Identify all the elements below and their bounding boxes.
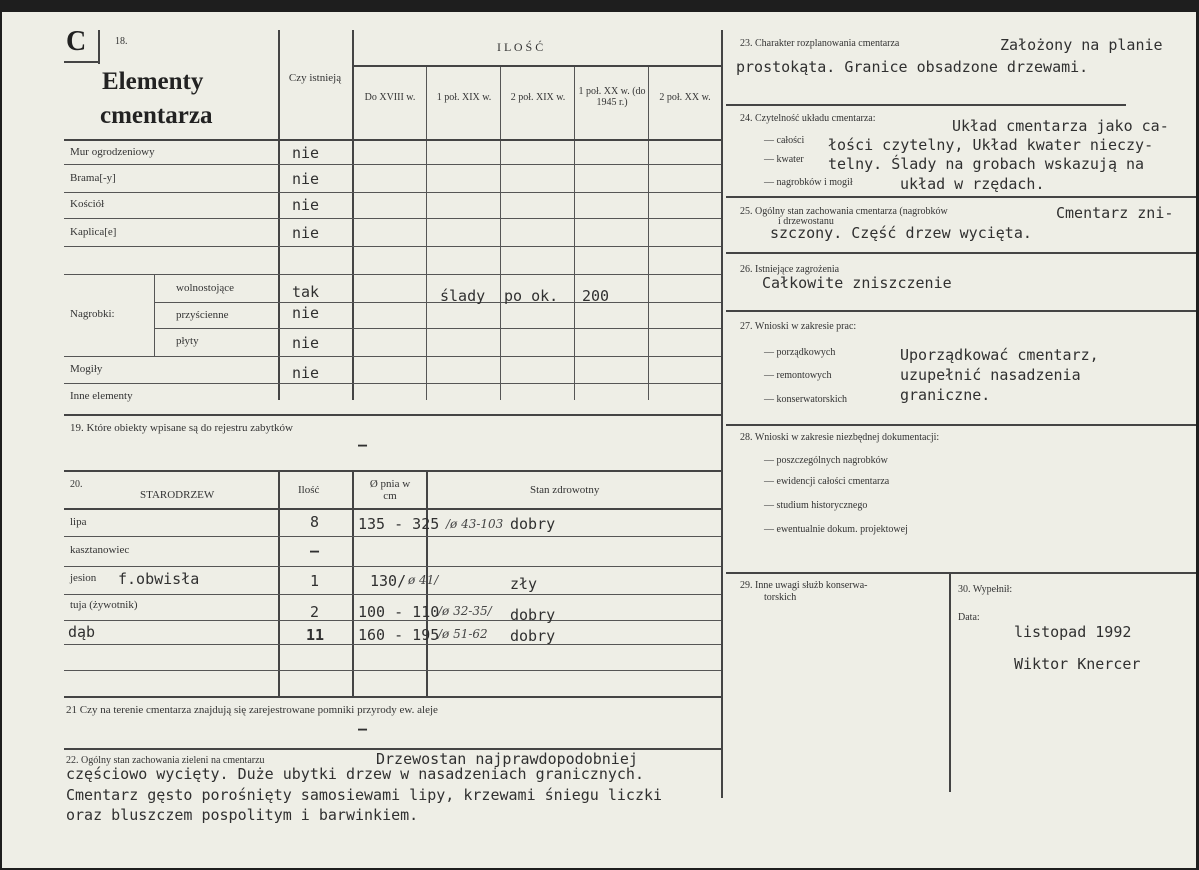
nagrobki-wolnostojace-1pol-xx: 200 xyxy=(582,287,610,305)
q22-line1: Drzewostan najprawdopodobniej xyxy=(376,750,638,768)
q24-line3: telny. Ślady na grobach wskazują na xyxy=(828,155,1145,173)
row-line xyxy=(64,164,721,165)
nagrobki-plyty-value: nie xyxy=(292,334,320,352)
row-line xyxy=(64,192,721,193)
tree-qty-dab: 11 xyxy=(306,626,325,644)
row-line xyxy=(64,218,721,219)
q21-label: 21 Czy na terenie cmentarza znajdują się zarejestrowane pomniki przyrody ew. aleje xyxy=(66,704,438,716)
header-col-1pol-xx: 1 poł. XX w. (do 1945 r.) xyxy=(578,86,646,108)
section-divider xyxy=(726,196,1196,198)
section-divider xyxy=(726,424,1196,426)
ilosc-underline xyxy=(352,65,722,67)
row-line xyxy=(64,246,721,247)
q27-line3: graniczne. xyxy=(900,386,991,404)
q30-label: 30. Wypełnił: xyxy=(958,584,1013,595)
grid-line xyxy=(426,67,427,400)
tree-state-dab: dobry xyxy=(510,627,556,645)
tree-name-dab: dąb xyxy=(68,623,96,641)
q28-label: 28. Wnioski w zakresie niezbędnej dokumentacji: xyxy=(740,432,940,443)
q19-label: 19. Które obiekty wpisane są do rejestru zabytków xyxy=(70,422,293,434)
q24-sub-nagrobkow: — nagrobków i mogił xyxy=(764,177,853,188)
grid-line xyxy=(278,30,280,400)
q26-value: Całkowite zniszczenie xyxy=(762,274,952,292)
grid-line xyxy=(352,470,354,696)
header-col-2pol-xx: 2 poł. XX w. xyxy=(659,92,711,103)
grid-line xyxy=(648,67,649,400)
nagrobki-przyscienne-value: nie xyxy=(292,304,320,322)
nagrobki-plyty-label: płyty xyxy=(176,335,199,347)
tree-state-jesion: zły xyxy=(510,575,538,593)
section-letter: C xyxy=(66,26,87,57)
q22-line4: oraz bluszczem pospolitym i barwinkiem. xyxy=(66,806,419,824)
q27-sub-porzadkowych: — porządkowych xyxy=(764,347,836,358)
row-label-kosciol: Kościół xyxy=(70,198,105,210)
tree-qty-tuja: 2 xyxy=(310,603,320,621)
row-value-mogily: nie xyxy=(292,364,320,382)
header-col-1pol-xix: 1 poł. XIX w. xyxy=(436,92,492,103)
q27-line2: uzupełnić nasadzenia xyxy=(900,366,1081,384)
section-divider xyxy=(726,310,1196,312)
nagrobki-wolnostojace-value: tak xyxy=(292,283,320,301)
q24-sub-kwater: — kwater xyxy=(764,154,804,165)
q26-label: 26. Istniejące zagrożenia xyxy=(740,264,840,275)
row-label-mogily: Mogiły xyxy=(70,363,103,375)
row-label-brama: Brama[-y] xyxy=(70,172,116,184)
nagrobki-wolnostojace-1pol-xix: ślady xyxy=(440,287,486,305)
tree-diam-jesion: 130/ xyxy=(370,572,407,590)
grid-line xyxy=(574,67,575,400)
q20-header-ilosc: Ilość xyxy=(298,484,320,496)
q28-sub-projektowej: — ewentualnie dokum. projektowej xyxy=(764,524,908,535)
row-line xyxy=(64,470,721,472)
q27-sub-remontowych: — remontowych xyxy=(764,370,832,381)
inventory-card xyxy=(2,12,1196,868)
row-line xyxy=(64,356,721,357)
q24-sub-calosci: — całości xyxy=(764,135,805,146)
q23-label: 23. Charakter rozplanowania cmentarza xyxy=(740,38,900,49)
q23-line1: Założony na planie xyxy=(1000,36,1163,54)
q28-sub-ewidencji: — ewidencji całości cmentarza xyxy=(764,476,890,487)
q27-label: 27. Wnioski w zakresie prac: xyxy=(740,321,857,332)
tree-diam-note-lipa: /ø 43-103 xyxy=(446,517,504,531)
header-ilosc: I L O Ś Ć xyxy=(497,40,544,54)
grid-line xyxy=(154,274,155,356)
tree-state-lipa: dobry xyxy=(510,515,556,533)
q29-q30-divider xyxy=(949,572,951,792)
q30-date: listopad 1992 xyxy=(1014,623,1132,641)
q23-line2: prostokąta. Granice obsadzone drzewami. xyxy=(736,58,1089,76)
q21-value: – xyxy=(358,720,368,738)
grid-line xyxy=(278,470,280,696)
nagrobki-wolnostojace-label: wolnostojące xyxy=(176,282,235,294)
tree-diam-note-tuja: /ø 32-35/ xyxy=(438,604,492,618)
q28-sub-studium: — studium historycznego xyxy=(764,500,868,511)
q30-name: Wiktor Knercer xyxy=(1014,655,1141,673)
header-col-2pol-xix: 2 poł. XIX w. xyxy=(510,92,566,103)
tree-state-tuja: dobry xyxy=(510,606,556,624)
q19-value: – xyxy=(358,436,368,454)
nagrobki-przyscienne-label: przyścienne xyxy=(176,309,229,321)
row-line xyxy=(64,696,721,698)
q20-header-starodrzew: STARODRZEW xyxy=(140,489,215,501)
row-line xyxy=(64,594,721,595)
row-line xyxy=(154,302,721,303)
row-line xyxy=(64,508,721,510)
row-label-inne: Inne elementy xyxy=(70,390,133,402)
section-number: 18. xyxy=(115,36,128,47)
center-divider xyxy=(721,30,723,798)
row-line xyxy=(64,383,721,384)
tree-qty-jesion: 1 xyxy=(310,572,320,590)
row-value-kaplica: nie xyxy=(292,224,320,242)
q28-sub-nagrobkow: — poszczególnych nagrobków xyxy=(764,455,888,466)
q24-line2: łości czytelny, Układ kwater nieczy- xyxy=(828,136,1154,154)
row-value-brama: nie xyxy=(292,170,320,188)
grid-line xyxy=(500,67,501,400)
section-title-line2: cmentarza xyxy=(100,102,213,129)
row-label-mur: Mur ogrodzeniowy xyxy=(70,146,155,158)
row-value-mur: nie xyxy=(292,144,320,162)
row-line xyxy=(64,566,721,567)
section-divider xyxy=(726,104,1126,106)
row-value-kosciol: nie xyxy=(292,196,320,214)
q20-number: 20. xyxy=(70,479,83,490)
section-divider xyxy=(726,572,1196,574)
letter-underline xyxy=(64,61,100,63)
q25-line1: Cmentarz zni- xyxy=(1056,204,1174,222)
nagrobki-wolnostojace-2pol-xix: po ok. xyxy=(504,287,559,305)
tree-qty-kasztanowiec: – xyxy=(310,542,320,560)
tree-diam-note-dab: /ø 51-62 xyxy=(438,627,488,641)
q22-line3: Cmentarz gęsto porośnięty samosiewami lipy, krzewami śniegu liczki xyxy=(66,786,663,804)
tree-name-lipa: lipa xyxy=(70,516,87,528)
q25-sub: i drzewostanu xyxy=(778,216,834,227)
tree-qty-lipa: 8 xyxy=(310,513,320,531)
row-line xyxy=(64,139,721,141)
tree-diam-tuja: 100 - 110 xyxy=(358,603,440,621)
tree-name-jesion: jesion xyxy=(70,572,97,584)
tree-diam-note-jesion: ø 41/ xyxy=(408,573,439,587)
row-label-kaplica: Kaplica[e] xyxy=(70,226,117,238)
row-line xyxy=(154,328,721,329)
tree-note-jesion: f.obwisła xyxy=(118,570,200,588)
header-czy-istnieja: Czy istnieją xyxy=(288,72,342,84)
tree-name-kasztanowiec: kasztanowiec xyxy=(70,544,130,556)
row-line xyxy=(64,670,721,671)
row-line xyxy=(64,644,721,645)
q20-header-stan: Stan zdrowotny xyxy=(530,484,600,496)
row-line xyxy=(64,536,721,537)
q22-line2: częściowo wycięty. Duże ubytki drzew w nasadzeniach granicznych. xyxy=(66,765,644,783)
q25-line2: szczony. Część drzew wycięta. xyxy=(770,224,1032,242)
q24-line1: Układ cmentarza jako ca- xyxy=(952,117,1169,135)
q27-sub-konserwatorskich: — konserwatorskich xyxy=(764,394,848,405)
nagrobki-label: Nagrobki: xyxy=(70,308,115,320)
q22-label: 22. Ogólny stan zachowania zieleni na cmentarzu xyxy=(66,755,265,766)
tree-name-tuja: tuja (żywotnik) xyxy=(70,599,138,611)
q24-line4: układ w rzędach. xyxy=(900,175,1045,193)
q29-label-line1: 29. Inne uwagi służb konserwa- xyxy=(740,580,868,591)
grid-line xyxy=(352,30,354,400)
q29-label-line2: torskich xyxy=(764,592,797,603)
tree-diam-lipa: 135 - 325 xyxy=(358,515,440,533)
header-col-xviii: Do XVIII w. xyxy=(364,92,416,103)
section-divider xyxy=(726,252,1196,254)
q24-label: 24. Czytelność układu cmentarza: xyxy=(740,113,876,124)
row-line xyxy=(64,274,721,275)
q20-header-diameter: Ø pnia w cm xyxy=(369,478,411,502)
q25-label: 25. Ogólny stan zachowania cmentarza (nagrobków xyxy=(740,206,948,217)
row-line xyxy=(64,414,721,416)
q27-line1: Uporządkować cmentarz, xyxy=(900,346,1099,364)
tree-diam-dab: 160 - 195 xyxy=(358,626,440,644)
q30-data-label: Data: xyxy=(958,612,980,623)
letter-divider xyxy=(98,30,100,64)
section-title-line1: Elementy xyxy=(102,68,204,95)
